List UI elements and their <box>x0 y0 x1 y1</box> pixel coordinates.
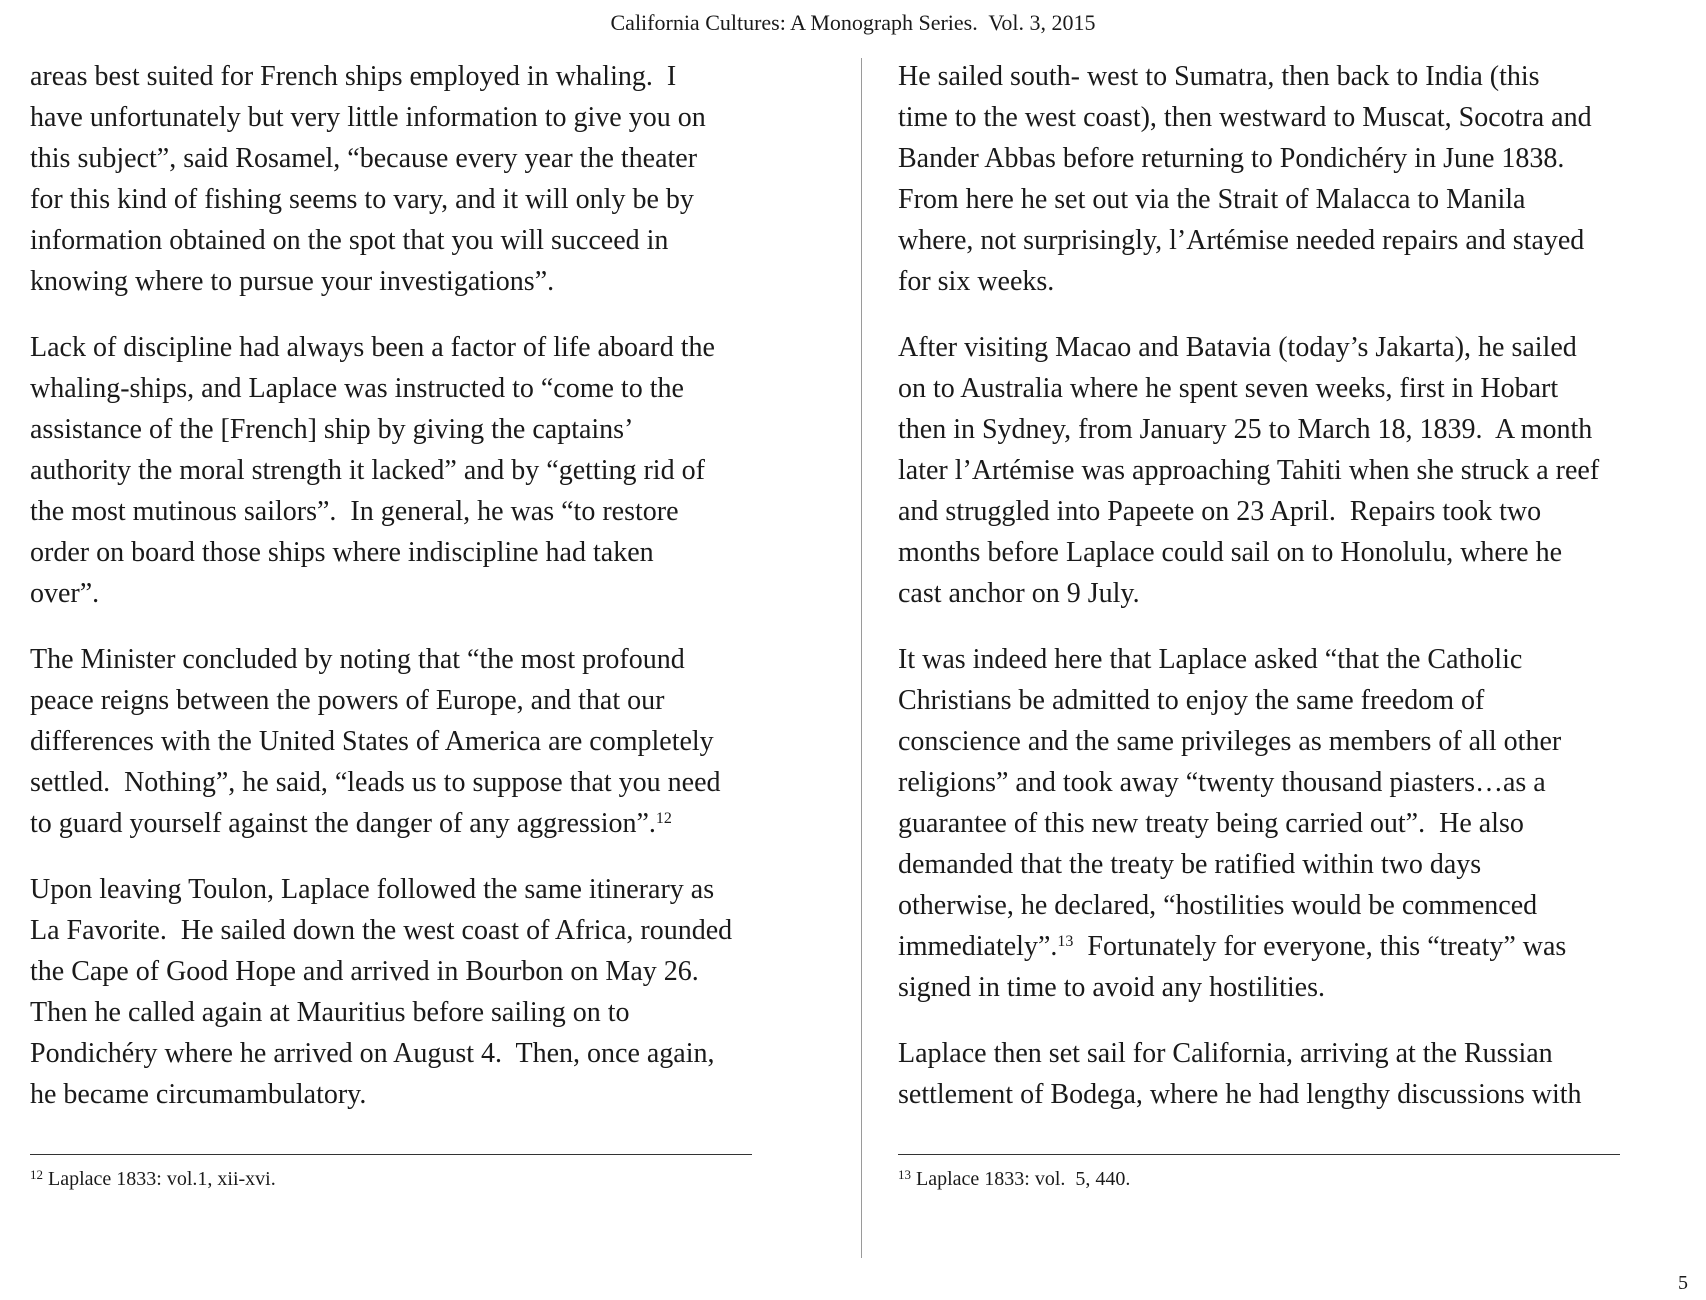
footnote-text: Laplace 1833: vol. 5, 440. <box>911 1168 1131 1190</box>
right-column <box>898 56 1698 1140</box>
paragraph: After visiting Macao and Batavia (today’s Jakarta), he sailed on to Australia where he spent seven weeks, first in Hobart then in Sydney, from January 25 to March 18, 1839. A month later l’Artémise was approaching Tahiti when she struck a reef and struggled into Papeete on 23 April. Repairs took two months before Laplace could sail on to Honolulu, where he cast anchor on 9 July. <box>898 332 1600 609</box>
footnote-reference[interactable]: 12 <box>655 810 672 827</box>
left-column <box>30 56 830 1140</box>
page-number: 5 <box>1678 1272 1688 1294</box>
footnote-text: Laplace 1833: vol.1, xii-xvi. <box>43 1168 276 1190</box>
footnote-marker: 12 <box>30 1167 43 1182</box>
paragraph-text: Fortunately for everyone, this “treaty” was signed in time to avoid any hostilities. <box>898 931 1567 1003</box>
footnote-separator <box>30 1154 752 1155</box>
column-divider <box>861 58 862 1258</box>
paragraph <box>898 639 1698 1008</box>
footnote-separator <box>898 1154 1620 1155</box>
paragraph: He sailed south- west to Sumatra, then back to India (this time to the west coast), then westward to Muscat, Socotra and Bander Abbas before returning to Pondichéry in June 1838. From here he set out via the Strait of Malacca to Manila where, not surprisingly, l’Artémise needed repairs and stayed for six weeks. <box>898 61 1592 297</box>
footnote <box>898 1166 1130 1192</box>
paragraph: Upon leaving Toulon, Laplace followed the same itinerary as La Favorite. He sailed down the west coast of Africa, rounded the Cape of Good Hope and arrived in Bourbon on May 26. Then he called again at Mauritius before sailing on to Pondichéry where he arrived on August 4. Then, once again, he became circumambulatory. <box>30 874 733 1110</box>
paragraph-text: The Minister concluded by noting that “the most profound peace reigns between the powers of Europe, and that our differences with the United States of America are completely settled. Nothing”, he said, “leads us to suppose that you need to guard yourself against the danger of any aggression”. <box>30 644 721 839</box>
paragraph: Laplace then set sail for California, arriving at the Russian settlement of Bodega, where he had lengthy discussions with <box>898 1038 1582 1110</box>
paragraph: Lack of discipline had always been a factor of life aboard the whaling-ships, and Laplace was instructed to “come to the assistance of the [French] ship by giving the captains’ authority the moral strength it lacked” and by “getting rid of the most mutinous sailors”. In general, he was “to restore order on board those ships where indiscipline had taken over”. <box>30 332 715 609</box>
paragraph: areas best suited for French ships employed in whaling. I have unfortunately but very little information to give you on this subject”, said Rosamel, “because every year the theater for this kind of fishing seems to vary, and it will only be by information obtained on the spot that you will succeed in knowing where to pursue your investigations”. <box>30 61 706 297</box>
footnote-reference[interactable]: 13 <box>1057 933 1074 950</box>
footnote <box>30 1166 276 1192</box>
running-header: California Cultures: A Monograph Series. Vol. 3, 2015 <box>610 10 1096 35</box>
paragraph <box>30 639 830 844</box>
paragraph-text: It was indeed here that Laplace asked “that the Catholic Christians be admitted to enjoy the same freedom of conscience and the same privileges as members of all other religions” and took away “twenty thousand piasters…as a guarantee of this new treaty being carried out”. He also demanded that the treaty be ratified within two days otherwise, he declared, “hostilities would be commenced immediately”. <box>898 644 1562 962</box>
footnote-marker: 13 <box>898 1167 911 1182</box>
